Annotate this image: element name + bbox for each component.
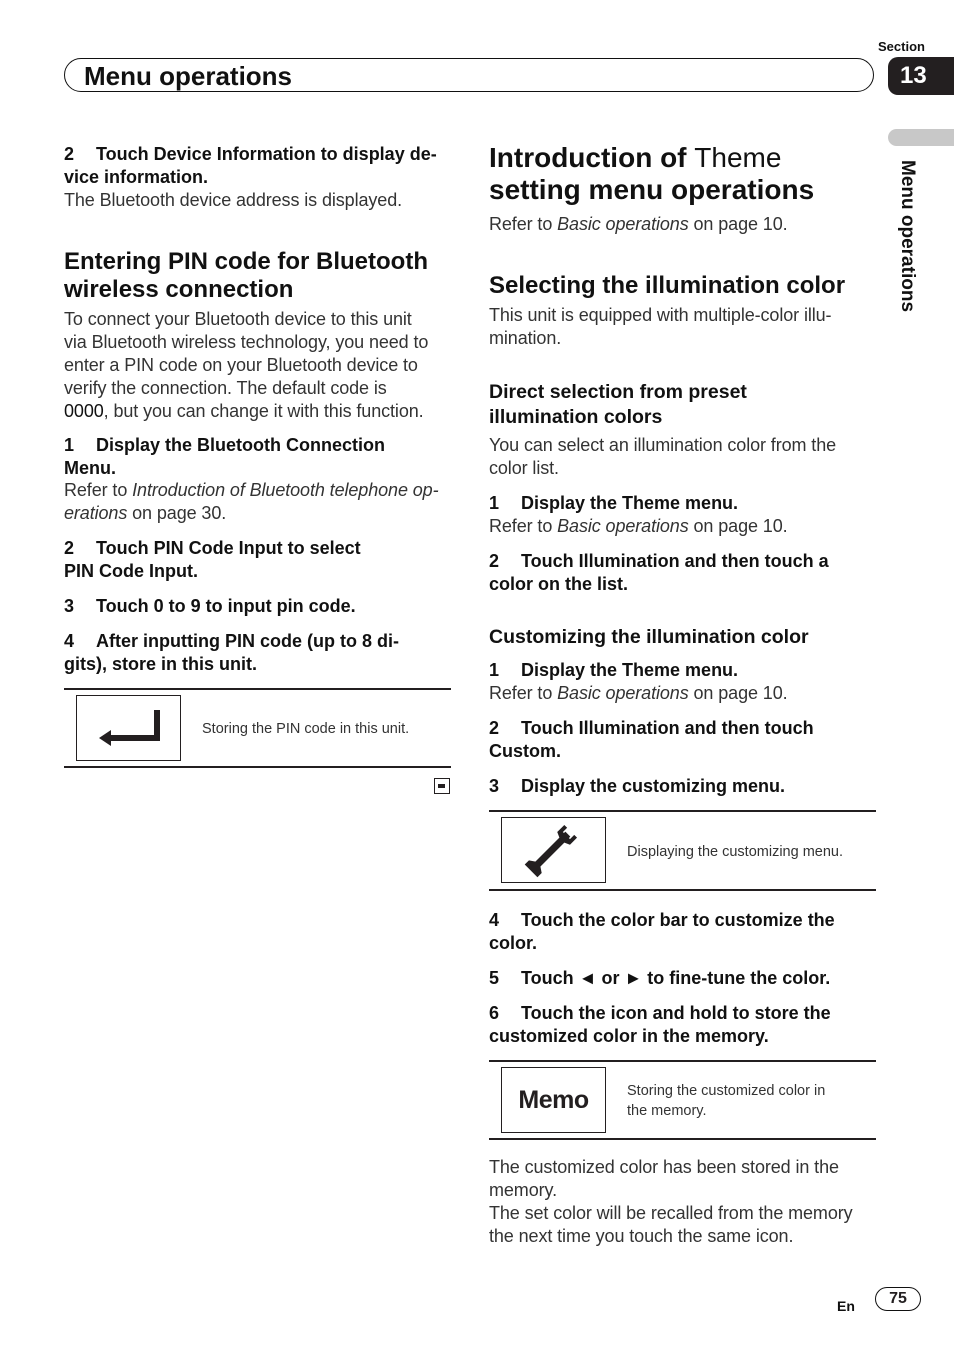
ref-link: Basic operations (557, 683, 689, 703)
step-text: Display the customizing menu. (521, 776, 786, 796)
section-number-tab (888, 57, 954, 95)
ref-text: Refer to (489, 683, 558, 703)
para-line: memory. (489, 1180, 557, 1200)
para-line: To connect your Bluetooth device to this unit (64, 309, 412, 329)
end-of-section-icon (434, 778, 450, 794)
caption-line: Storing the customized color in (627, 1083, 826, 1099)
step-text: Touch the color bar to customize the (521, 910, 835, 930)
step-display-theme-menu-2 (489, 659, 879, 682)
section-number: 13 (900, 62, 927, 89)
step-text: Display the Bluetooth Connection (96, 435, 386, 455)
ref-text: Refer to (489, 516, 558, 536)
step-input-pin (64, 595, 464, 618)
para-text: , but you can change it with this function. (103, 401, 424, 421)
heading-customizing: Customizing the illumination color (489, 626, 809, 648)
heading-selecting-illumination: Selecting the illumination color (489, 272, 846, 299)
step-text-cont: vice information. (64, 167, 209, 187)
para-line: mination. (489, 328, 562, 348)
illumination-paragraph (489, 304, 879, 350)
step-touch-custom (489, 717, 879, 763)
ref-link: Basic operations (557, 516, 689, 536)
enter-icon-caption: Storing the PIN code in this unit. (202, 721, 410, 737)
rule-bottom (489, 1138, 876, 1140)
ref-text: on page 10. (688, 516, 788, 536)
ref-text: on page 10. (688, 214, 788, 234)
step-text-cont: Menu. (64, 458, 116, 478)
final-paragraph (489, 1156, 884, 1248)
step-number: 6 (489, 1003, 500, 1023)
ref-link: Introduction of Bluetooth telephone op- (132, 480, 439, 500)
step-pin-code-input (64, 537, 464, 583)
step-text: Touch Illumination and then touch a (521, 551, 829, 571)
step-display-customizing (489, 775, 879, 798)
ref-text: on page 10. (688, 683, 788, 703)
step-text-cont: gits), store in this unit. (64, 654, 257, 674)
para-line: color list. (489, 458, 559, 478)
heading-line: Entering PIN code for Bluetooth (64, 248, 428, 275)
direct-paragraph (489, 434, 879, 480)
para-line: You can select an illumination color from the (489, 435, 837, 455)
ref-link: Basic operations (557, 214, 689, 234)
rule-top (489, 810, 876, 812)
rule-top (64, 688, 451, 690)
rule-bottom (64, 766, 451, 768)
step-touch-device-information (64, 143, 464, 189)
enter-icon-button[interactable] (76, 695, 181, 761)
step-number: 2 (64, 144, 75, 164)
step-display-bt-menu (64, 434, 464, 480)
step-number: 4 (64, 631, 75, 651)
wrench-icon-caption: Displaying the customizing menu. (627, 844, 843, 860)
step-text: Display the Theme menu. (521, 660, 739, 680)
step-text: Touch Device Information to display de- (96, 144, 437, 164)
step-reference (489, 682, 788, 705)
step-text: After inputting PIN code (up to 8 di- (96, 631, 399, 651)
ref-text: Refer to (489, 214, 558, 234)
rule-bottom (489, 889, 876, 891)
step-number: 1 (489, 660, 500, 680)
step-number: 3 (489, 776, 500, 796)
wrench-icon (502, 818, 604, 881)
para-line (64, 400, 464, 423)
heading-text: setting menu operations (489, 174, 815, 205)
step-description: The Bluetooth device address is displayed. (64, 190, 403, 210)
ref-link: erations (64, 503, 128, 523)
para-line: enter a PIN code on your Bluetooth device to (64, 355, 418, 375)
heading-intro-theme (489, 142, 879, 206)
heading-direct-selection (489, 380, 879, 430)
step-number: 2 (64, 538, 75, 558)
step-store-color (489, 1002, 879, 1048)
page-number-text: 75 (889, 1290, 907, 1307)
para-line: the next time you touch the same icon. (489, 1226, 794, 1246)
step-text: Touch ◄ or ► to fine-tune the color. (521, 968, 831, 988)
para-line: verify the connection. The default code is (64, 378, 387, 398)
step-reference (64, 479, 464, 525)
page-title: Menu operations (84, 61, 293, 91)
step-text: Touch PIN Code Input to select (96, 538, 361, 558)
caption-line: the memory. (627, 1103, 707, 1119)
heading-text: Introduction of (489, 142, 695, 173)
step-display-theme-menu (489, 492, 879, 515)
step-number: 3 (64, 596, 75, 616)
heading-line: illumination colors (489, 406, 663, 428)
pin-paragraph (64, 308, 464, 423)
step-number: 4 (489, 910, 500, 930)
step-text-cont: color on the list. (489, 574, 629, 594)
step-text: Touch Illumination and then touch (521, 718, 814, 738)
enter-return-icon (77, 696, 179, 759)
rule-top (489, 1060, 876, 1062)
step-text-cont: PIN Code Input. (64, 561, 198, 581)
step-number: 2 (489, 551, 500, 571)
step-fine-tune (489, 967, 879, 990)
wrench-icon-button[interactable] (501, 817, 606, 883)
memo-button[interactable] (501, 1067, 606, 1133)
heading-line: Direct selection from preset (489, 381, 747, 403)
step-number: 2 (489, 718, 500, 738)
section-label: Section (878, 39, 925, 54)
step-number: 1 (489, 493, 500, 513)
step-text-cont: color. (489, 933, 538, 953)
para-line: This unit is equipped with multiple-color illu- (489, 305, 832, 325)
step-text-cont: Custom. (489, 741, 561, 761)
step-text-cont: customized color in the memory. (489, 1026, 769, 1046)
memo-caption (627, 1081, 867, 1121)
step-store-pin (64, 630, 464, 676)
side-section-label: Menu operations (897, 160, 918, 313)
para-line: The customized color has been stored in the (489, 1157, 839, 1177)
step-touch-illumination (489, 550, 879, 596)
step-text: Display the Theme menu. (521, 493, 739, 513)
page-number (875, 1287, 921, 1311)
language-label: En (837, 1298, 855, 1314)
para-line: The set color will be recalled from the memory (489, 1203, 853, 1223)
heading-entering-pin (64, 248, 464, 304)
ref-text: Refer to (64, 480, 133, 500)
step-number: 5 (489, 968, 500, 988)
heading-line: wireless connection (64, 276, 294, 303)
step-reference (489, 515, 788, 538)
side-tab-marker (888, 129, 954, 146)
heading-text-thin: Theme (694, 142, 782, 173)
step-text: Touch the icon and hold to store the (521, 1003, 831, 1023)
step-text: Touch 0 to 9 to input pin code. (96, 596, 356, 616)
ref-text: on page 30. (127, 503, 227, 523)
step-number: 1 (64, 435, 75, 455)
para-line: via Bluetooth wireless technology, you need to (64, 332, 429, 352)
memo-label: Memo (518, 1085, 589, 1114)
default-code: 0000 (64, 401, 104, 421)
step-touch-color-bar (489, 909, 879, 955)
intro-reference (489, 213, 788, 236)
